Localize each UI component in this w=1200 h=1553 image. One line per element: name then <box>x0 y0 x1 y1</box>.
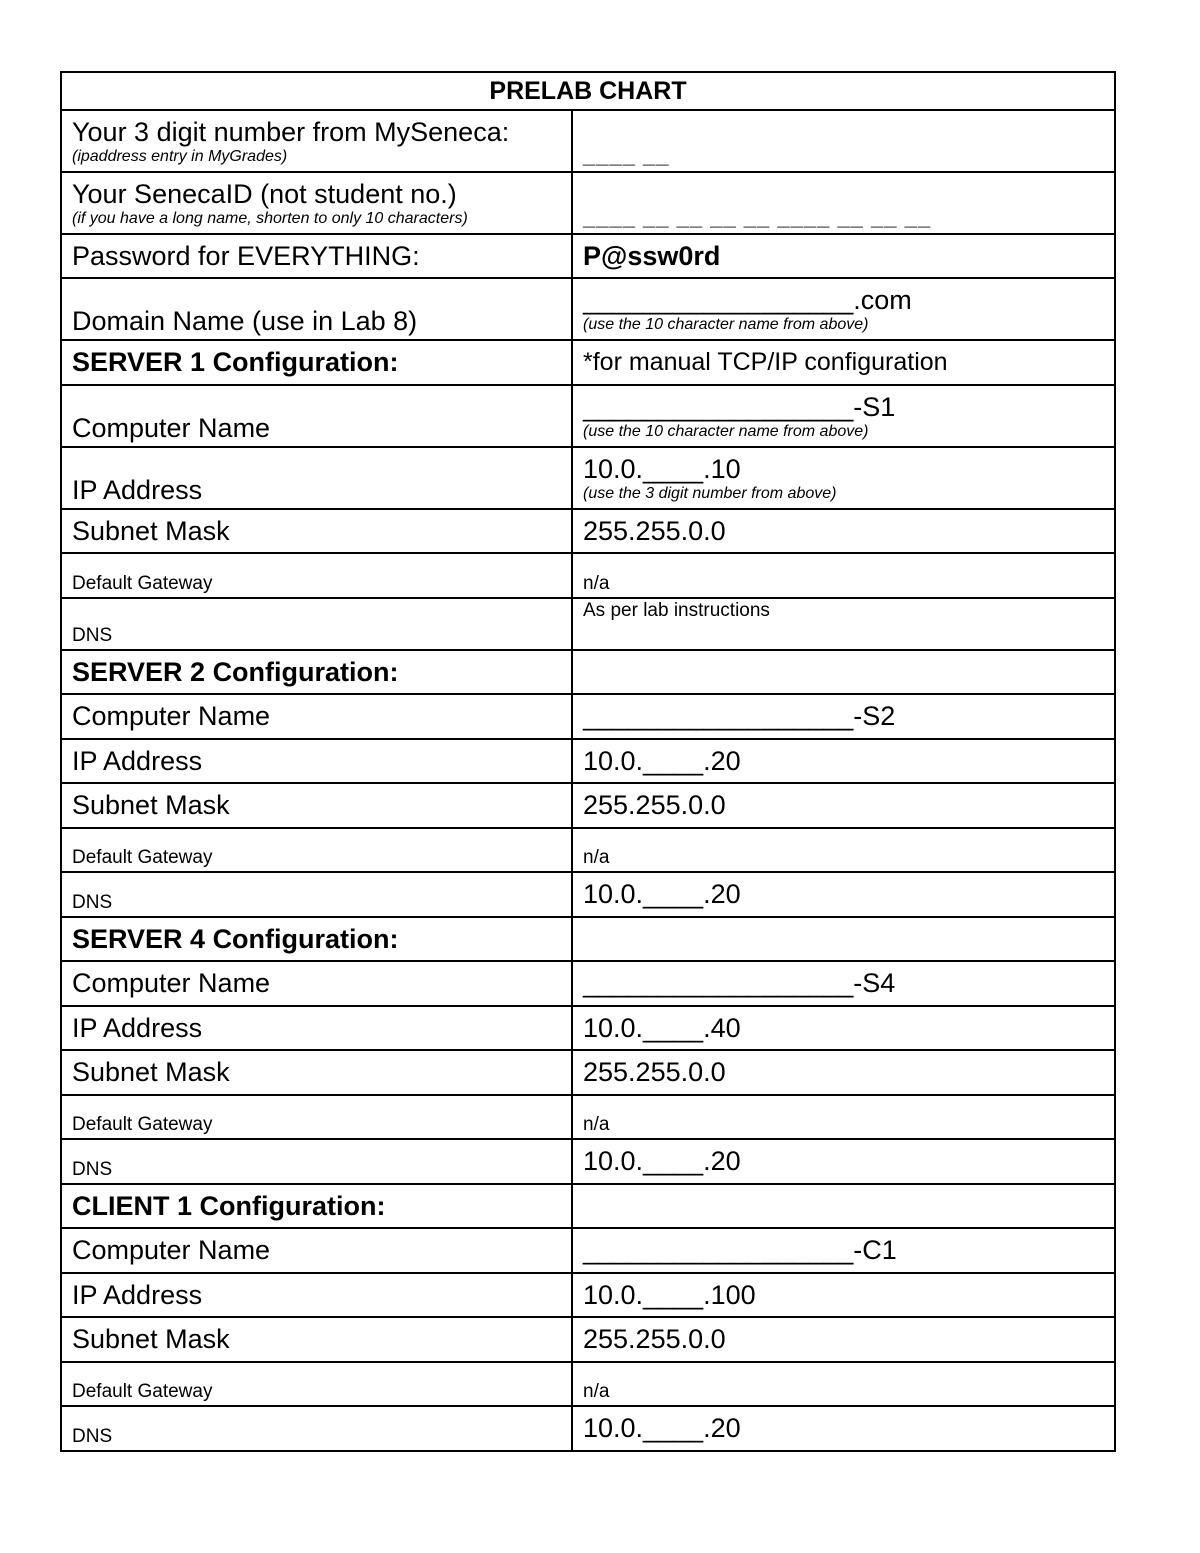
value-cell <box>572 447 1115 509</box>
row-value: n/a <box>583 573 610 594</box>
row-value: 10.0.____.20 <box>583 1146 741 1176</box>
label-cell <box>61 783 572 828</box>
label-cell <box>61 1406 572 1451</box>
section-heading: SERVER 2 Configuration: <box>72 656 399 687</box>
label-cell <box>61 1317 572 1362</box>
row-value: __________________-C1 <box>583 1235 897 1265</box>
row-label: IP Address <box>72 745 203 776</box>
password-value: P@ssw0rd <box>583 240 721 271</box>
table-row <box>61 1228 1115 1273</box>
row-value: As per lab instructions <box>583 600 770 621</box>
row-label: Computer Name <box>72 1235 271 1265</box>
row-value: 255.255.0.0 <box>583 1057 726 1087</box>
row-value: ____ __ __ __ __ ____ __ __ __ <box>583 205 932 230</box>
row-value: n/a <box>583 847 610 868</box>
table-row <box>61 1273 1115 1317</box>
row-label: Your SenecaID (not student no.) <box>72 178 457 209</box>
row-label: Subnet Mask <box>72 1324 230 1354</box>
label-cell <box>61 110 572 172</box>
label-cell <box>61 961 572 1006</box>
value-cell <box>572 783 1115 828</box>
label-cell <box>61 553 572 598</box>
label-cell <box>61 828 572 872</box>
row-label: DNS <box>72 1426 113 1447</box>
table-row <box>61 1006 1115 1050</box>
label-cell <box>61 917 572 961</box>
label-cell <box>61 1362 572 1406</box>
value-cell <box>572 1006 1115 1050</box>
table-row <box>61 961 1115 1006</box>
table-row <box>61 1139 1115 1184</box>
row-label: IP Address <box>72 1012 203 1043</box>
table-row <box>61 1406 1115 1451</box>
label-cell <box>61 234 572 278</box>
row-label: IP Address <box>72 1279 203 1310</box>
value-cell <box>572 509 1115 553</box>
table-row <box>61 1362 1115 1406</box>
row-value: 10.0.____.10 <box>583 453 741 484</box>
row-label: Default Gateway <box>72 1381 213 1402</box>
label-cell <box>61 1228 572 1273</box>
label-cell <box>61 598 572 650</box>
label-cell <box>61 650 572 694</box>
label-cell <box>61 739 572 783</box>
row-label: Default Gateway <box>72 573 213 594</box>
row-label: Computer Name <box>72 968 271 998</box>
row-value: n/a <box>583 1114 610 1135</box>
value-cell <box>572 553 1115 598</box>
row-value: *for manual TCP/IP configuration <box>583 348 948 376</box>
row-value: 10.0.____.40 <box>583 1012 741 1043</box>
value-cell <box>572 1050 1115 1095</box>
label-cell <box>61 447 572 509</box>
section-heading: SERVER 1 Configuration: <box>72 347 399 377</box>
value-cell <box>572 650 1115 694</box>
value-cell <box>572 1184 1115 1228</box>
value-cell <box>572 1406 1115 1451</box>
row-label-note: (if you have a long name, shorten to only 10 characters) <box>72 209 468 227</box>
row-value: 10.0.____.20 <box>583 1413 741 1443</box>
row-label: Computer Name <box>72 413 271 443</box>
label-cell <box>61 1095 572 1139</box>
value-cell <box>572 872 1115 917</box>
row-value: __________________-S4 <box>583 968 896 998</box>
row-value: 10.0.____.20 <box>583 879 741 909</box>
table-row <box>61 598 1115 650</box>
table-row <box>61 110 1115 172</box>
row-value-note: (use the 3 digit number from above) <box>583 484 837 502</box>
section-heading: SERVER 4 Configuration: <box>72 923 399 954</box>
row-label: Subnet Mask <box>72 1057 230 1087</box>
table-row <box>61 447 1115 509</box>
value-cell <box>572 598 1115 650</box>
table-row <box>61 509 1115 553</box>
row-value: 255.255.0.0 <box>583 790 726 820</box>
label-cell <box>61 872 572 917</box>
table-row <box>61 783 1115 828</box>
value-cell <box>572 110 1115 172</box>
table-row <box>61 872 1115 917</box>
value-cell <box>572 1317 1115 1362</box>
row-value: __________________-S2 <box>583 701 896 731</box>
row-label: DNS <box>72 1159 113 1180</box>
prelab-chart-table <box>60 71 1116 1452</box>
label-cell <box>61 1139 572 1184</box>
section-row <box>61 1184 1115 1228</box>
row-value: __________________-S1 <box>583 391 896 422</box>
table-row <box>61 553 1115 598</box>
row-label: Subnet Mask <box>72 790 230 820</box>
label-cell <box>61 1050 572 1095</box>
value-cell <box>572 739 1115 783</box>
value-cell <box>572 1273 1115 1317</box>
row-value: __________________.com <box>583 284 912 315</box>
row-label: Your 3 digit number from MySeneca: <box>72 116 510 147</box>
table-row <box>61 1050 1115 1095</box>
value-cell <box>572 1095 1115 1139</box>
title-row <box>61 72 1115 110</box>
table-row <box>61 234 1115 278</box>
section-row <box>61 917 1115 961</box>
label-cell <box>61 340 572 385</box>
value-cell <box>572 385 1115 447</box>
row-label: Subnet Mask <box>72 515 230 546</box>
chart-title: PRELAB CHART <box>61 72 1115 110</box>
table-row <box>61 1317 1115 1362</box>
value-cell <box>572 172 1115 234</box>
label-cell <box>61 1273 572 1317</box>
row-label: Computer Name <box>72 701 271 731</box>
row-label: Default Gateway <box>72 847 213 868</box>
label-cell <box>61 385 572 447</box>
value-cell <box>572 1228 1115 1273</box>
row-label-note: (ipaddress entry in MyGrades) <box>72 147 288 165</box>
value-cell <box>572 1139 1115 1184</box>
row-value: ____ __ <box>583 143 670 168</box>
label-cell <box>61 509 572 553</box>
section-row <box>61 650 1115 694</box>
label-cell <box>61 694 572 739</box>
table-row <box>61 1095 1115 1139</box>
row-value-note: (use the 10 character name from above) <box>583 422 869 440</box>
value-cell <box>572 234 1115 278</box>
value-cell <box>572 961 1115 1006</box>
row-value: 255.255.0.0 <box>583 515 726 546</box>
value-cell <box>572 278 1115 340</box>
row-value: 10.0.____.20 <box>583 745 741 776</box>
value-cell <box>572 828 1115 872</box>
label-cell <box>61 278 572 340</box>
section-heading: CLIENT 1 Configuration: <box>72 1190 386 1221</box>
value-cell <box>572 917 1115 961</box>
row-value-note: (use the 10 character name from above) <box>583 315 869 333</box>
table-row <box>61 172 1115 234</box>
row-label: Domain Name (use in Lab 8) <box>72 306 418 336</box>
row-label: IP Address <box>72 475 203 505</box>
table-row <box>61 385 1115 447</box>
row-label: DNS <box>72 625 113 646</box>
value-cell <box>572 694 1115 739</box>
row-label: Default Gateway <box>72 1114 213 1135</box>
row-value: 10.0.____.100 <box>583 1279 756 1310</box>
row-label: DNS <box>72 892 113 913</box>
table-row <box>61 828 1115 872</box>
row-value: n/a <box>583 1381 610 1402</box>
label-cell <box>61 1184 572 1228</box>
value-cell <box>572 1362 1115 1406</box>
table-row <box>61 694 1115 739</box>
label-cell <box>61 1006 572 1050</box>
label-cell <box>61 172 572 234</box>
row-label: Password for EVERYTHING: <box>72 240 420 271</box>
value-cell <box>572 340 1115 385</box>
table-row <box>61 739 1115 783</box>
section-row <box>61 340 1115 385</box>
row-value: 255.255.0.0 <box>583 1324 726 1354</box>
table-row <box>61 278 1115 340</box>
